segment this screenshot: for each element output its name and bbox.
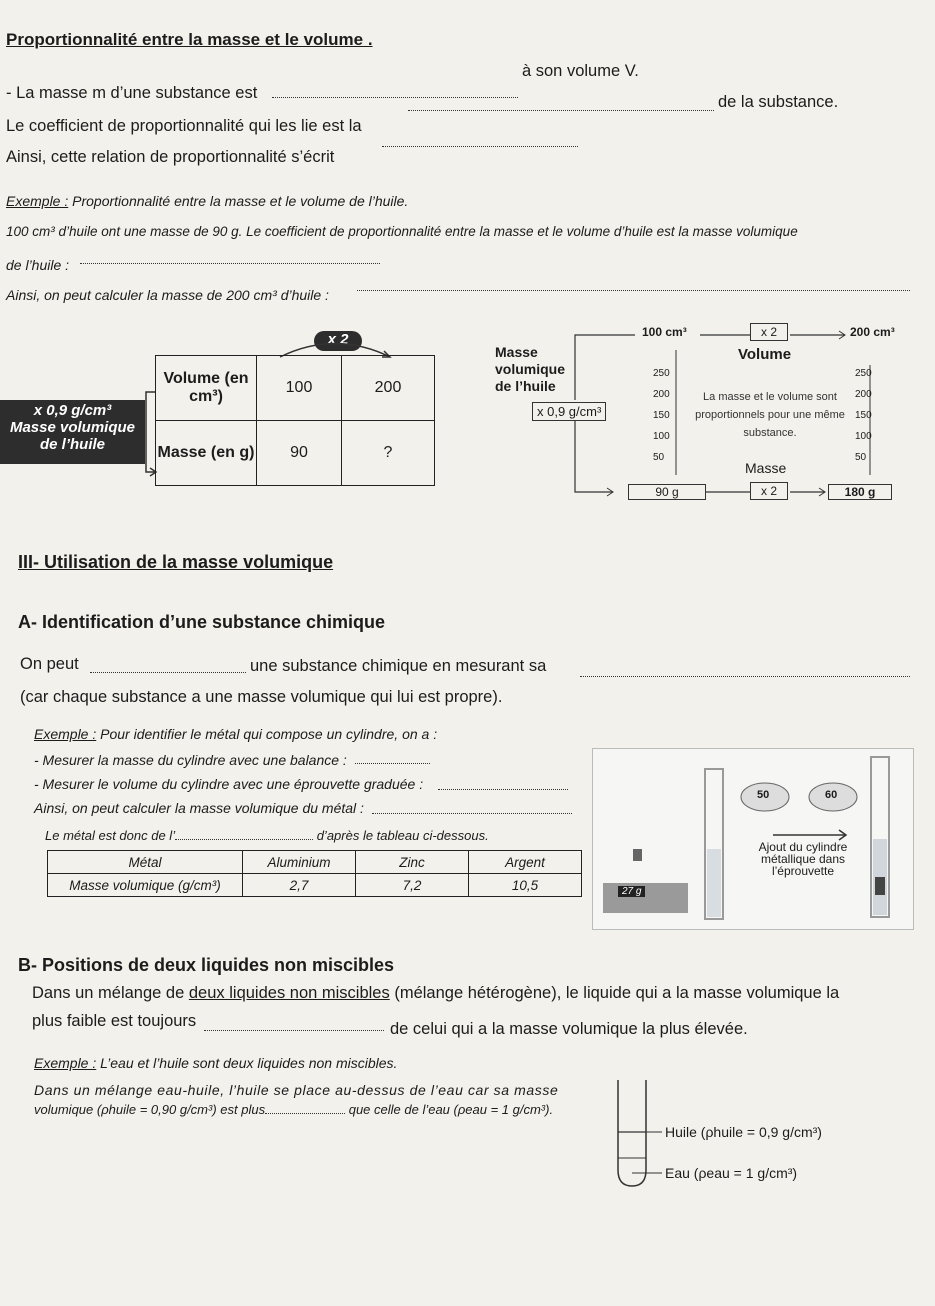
blank-line: [357, 290, 910, 291]
blank-line: [90, 672, 246, 673]
b-line1-start: Dans un mélange de: [32, 984, 185, 1002]
mass-header: Masse (en g): [156, 421, 257, 486]
density-table-cell: 2,7: [243, 874, 356, 897]
exA-line4-start: Le métal est donc de l’: [45, 828, 176, 843]
diagram-volume-title: Volume: [738, 346, 792, 363]
blank-line: [80, 263, 380, 264]
blank-line: [272, 97, 518, 98]
exA-label: Exemple :: [34, 726, 97, 742]
diagram-times2-bottom: x 2: [750, 482, 788, 500]
mass-cell: 90: [257, 421, 342, 486]
exB-heading: [34, 1055, 397, 1071]
example1-line3: Ainsi, on peut calculer la masse de 200 cm³ d’huile :: [6, 287, 329, 303]
reading-before: 50: [757, 789, 770, 801]
ticks-right: [855, 363, 872, 468]
density-table-header: Zinc: [356, 851, 469, 874]
exB-label: Exemple :: [34, 1055, 97, 1071]
b-line2-start: plus faible est toujours: [32, 1012, 197, 1030]
example1-label: Exemple :: [6, 193, 69, 209]
intro-line2-end: de la substance.: [718, 93, 839, 111]
a-line1-start: On peut: [20, 655, 79, 673]
huile-label: Huile (ρhuile = 0,9 g/cm³): [665, 1124, 822, 1140]
density-table-cell: 7,2: [356, 874, 469, 897]
a-line2: (car chaque substance a une masse volumique qui lui est propre).: [20, 688, 503, 706]
eau-label: Eau (ρeau = 1 g/cm³): [665, 1165, 798, 1181]
tick-label: 250: [855, 368, 872, 379]
diagram-mid-text: La masse et le volume sont proportionnels pour une même substance.: [695, 391, 845, 439]
exA-line4: [45, 828, 489, 843]
a-line1-mid: une substance chimique en mesurant sa: [250, 657, 547, 675]
density-side-label: [0, 400, 145, 464]
exA-line3: Ainsi, on peut calculer la masse volumique du métal :: [34, 800, 364, 816]
diagram-density-factor: x 0,9 g/cm³: [532, 402, 606, 421]
tick-label: 150: [855, 410, 872, 421]
example1-line2: de l’huile :: [6, 257, 70, 273]
tick-label: 100: [855, 431, 872, 442]
blank-line: [372, 813, 572, 814]
blank-line: [408, 110, 714, 111]
intro-line1-start: - La masse m d’une substance est: [6, 84, 258, 102]
tick-label: 200: [653, 389, 670, 400]
blank-line: [204, 1030, 384, 1031]
example1-line1: 100 cm³ d’huile ont une masse de 90 g. Le coefficient de proportionnalité entre la masse et le volume d’huile est la masse volumique: [6, 224, 798, 239]
sectionA-title: A- Identification d’une substance chimique: [18, 612, 386, 632]
exA-line2: - Mesurer le volume du cylindre avec une éprouvette graduée :: [34, 776, 424, 792]
density-table-header: Argent: [469, 851, 582, 874]
density-table-header: Aluminium: [243, 851, 356, 874]
exB-line1: Dans un mélange eau-huile, l’huile se place au-dessus de l’eau car sa masse: [34, 1082, 559, 1098]
exA-title: Pour identifier le métal qui compose un cylindre, on a :: [100, 726, 438, 742]
ticks-left: [653, 363, 670, 468]
section3-title: III- Utilisation de la masse volumique: [18, 552, 334, 572]
blank-line: [355, 763, 430, 764]
diagram-density-label: Masse volumique de l’huile: [495, 344, 566, 394]
tick-label: 50: [653, 452, 665, 463]
tick-label: 150: [653, 410, 670, 421]
diagram-times2-top: x 2: [750, 323, 788, 341]
b-line1: [32, 984, 839, 1003]
blank-line: [580, 676, 910, 677]
tick-label: 50: [855, 452, 867, 463]
exB-line2-end: que celle de l’eau (ρeau = 1 g/cm³).: [348, 1102, 554, 1117]
tube-drawing: [612, 1078, 672, 1190]
example1-heading: [6, 193, 408, 209]
blank-line: [382, 146, 578, 147]
intro-line2-start: Le coefficient de proportionnalité qui les lie est la: [6, 117, 362, 135]
volume-mass-table: [155, 355, 435, 486]
diagram-mass-left: 90 g: [628, 484, 706, 500]
exA-line4-end: d’après le tableau ci-dessous.: [316, 828, 489, 843]
density-table-header: Métal: [48, 851, 243, 874]
tick-label: 200: [855, 389, 872, 400]
diagram-vol-left: 100 cm³: [642, 325, 687, 339]
tick-label: 100: [653, 431, 670, 442]
density-table: [47, 850, 582, 897]
density-name: Masse volumique de l’huile: [9, 419, 136, 453]
b-line1-underlined: deux liquides non miscibles: [188, 984, 390, 1002]
experiment-drawing: [593, 749, 913, 929]
intro-line1-end: à son volume V.: [522, 62, 639, 80]
volume-cell: 200: [342, 356, 435, 421]
exB-line2-start: volumique (ρhuile = 0,90 g/cm³) est plus: [34, 1102, 266, 1117]
density-table-cell: 10,5: [469, 874, 582, 897]
blank-line: [438, 789, 568, 790]
exB-line2: [34, 1102, 553, 1117]
volume-cell: 100: [257, 356, 342, 421]
density-table-row-label: Masse volumique (g/cm³): [48, 874, 243, 897]
b-line1-end: (mélange hétérogène), le liquide qui a la masse volumique la: [394, 984, 840, 1002]
example1-title: Proportionnalité entre la masse et le volume de l’huile.: [72, 193, 409, 209]
exA-heading: [34, 726, 437, 742]
volume-header: Volume (en cm³): [156, 356, 257, 421]
tick-label: 250: [653, 368, 670, 379]
page-title: Proportionnalité entre la masse et le volume .: [6, 30, 373, 49]
diagram-mass-right: 180 g: [828, 484, 892, 500]
diagram-mass-title: Masse: [745, 460, 787, 476]
photo-caption: Ajout du cylindre métallique dans l’éprouvette: [758, 840, 848, 878]
sectionB-title: B- Positions de deux liquides non miscibles: [18, 955, 395, 975]
intro-line3: Ainsi, cette relation de proportionnalité s’écrit: [6, 148, 335, 166]
exA-line1: - Mesurer la masse du cylindre avec une balance :: [34, 752, 347, 768]
b-line2-end: de celui qui a la masse volumique la plus élevée.: [390, 1020, 748, 1038]
scale-readout: 27 g: [618, 886, 645, 897]
diagram-vol-right: 200 cm³: [850, 325, 895, 339]
mass-cell: ?: [342, 421, 435, 486]
density-factor: x 0,9 g/cm³: [33, 402, 112, 419]
exB-title: L’eau et l’huile sont deux liquides non miscibles.: [100, 1055, 398, 1071]
times2-badge: x 2: [314, 331, 362, 351]
reading-after: 60: [825, 789, 838, 801]
experiment-photo: [592, 748, 914, 930]
